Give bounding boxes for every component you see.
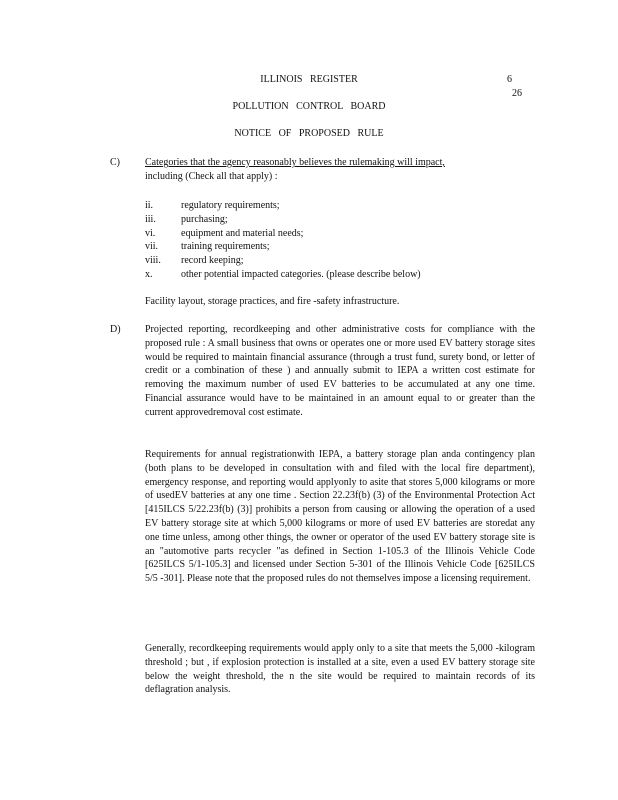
list-item-number: vi.	[145, 227, 156, 239]
section-d-paragraph-1: Projected reporting, recordkeeping and other administrative costs for compliance with the proposed rule : A small business that owns or operates one or more used EV battery storage sites would be required to maintain financial assurance (through a trust fund, surety bond, or letter of credit or a combination of these ) and annually submit to IEPA a written cost estimate for removing the maximum number of used EV batteries to be accumulated at any one time. Financial assurance would have to be maintained in an amount equal to or greater than the current approvedremoval cost estimate.	[145, 324, 535, 418]
list-item-number: iii.	[145, 213, 156, 225]
register-title: ILLINOIS REGISTER	[260, 74, 358, 85]
list-item-text: purchasing;	[181, 213, 228, 225]
section-d-paragraph-2: Requirements for annual registrationwith IEPA, a battery storage plan anda contingency plan (both plans to be developed in consultation with and filed with the local fire department), emergency response, and reporting would applyonly to asite that stores 5,000 kilograms or more of usedEV batteries at any one time . Section 22.23f(b) (3) of the Environmental Protection Act [415ILCS 5/22.23f(b) (3)] prohibits a person from causing or allowing the operation of a used EV battery storage site at which 5,000 kilograms or more of used EV batteries are storedat any one time unless, among other things, the owner or operator of the used EV battery storage site is an "automotive parts recycler "as defined in Section 1-105.3 of the Illinois Vehicle Code [625ILCS 5/1-105.3] and licensed under Section 5-301 of the Illinois Vehicle Code [625ILCS 5/5 -301]. Please note that the proposed rules do not themselves impose a licensing requirement.	[145, 449, 535, 585]
list-item	[145, 227, 535, 241]
list-item-number: vii.	[145, 241, 159, 253]
list-item	[145, 240, 535, 254]
list-item	[145, 199, 535, 213]
section-c-intro-underlined: Categories that the agency reasonably believes the rulemaking will impact,	[145, 157, 445, 168]
list-item-text: record keeping;	[181, 255, 244, 267]
list-item	[145, 254, 535, 268]
impact-categories-list	[145, 199, 535, 282]
section-d-label: D)	[110, 324, 121, 335]
list-item-text: equipment and material needs;	[181, 227, 304, 239]
section-c-note: Facility layout, storage practices, and fire -safety infrastructure.	[145, 296, 400, 307]
list-item	[145, 213, 535, 227]
board-title: POLLUTION CONTROL BOARD	[232, 101, 386, 112]
section-c-intro-rest: including (Check all that apply) :	[145, 170, 278, 182]
list-item-text: regulatory requirements;	[181, 200, 280, 211]
page-number-bottom: 26	[512, 88, 522, 99]
list-item-number: ii.	[145, 200, 154, 211]
list-item-number: x.	[145, 268, 153, 280]
list-item-number: viii.	[145, 255, 161, 267]
list-item-text: training requirements;	[181, 241, 270, 253]
page-number-top: 6	[507, 74, 512, 85]
list-item-text: other potential impacted categories. (please describe below)	[181, 268, 421, 280]
section-c-label: C)	[110, 157, 120, 168]
section-c-intro	[145, 156, 535, 184]
notice-title: NOTICE OF PROPOSED RULE	[234, 128, 384, 139]
section-d-paragraph-3: Generally, recordkeeping requirements would apply only to a site that meets the 5,000 -kilogram threshold ; but , if explosion protection is installed at a site, even a used EV battery storage site below the weight threshold, the n the site would be required to maintain records of its deflagration analysis.	[145, 643, 535, 696]
list-item	[145, 268, 535, 282]
